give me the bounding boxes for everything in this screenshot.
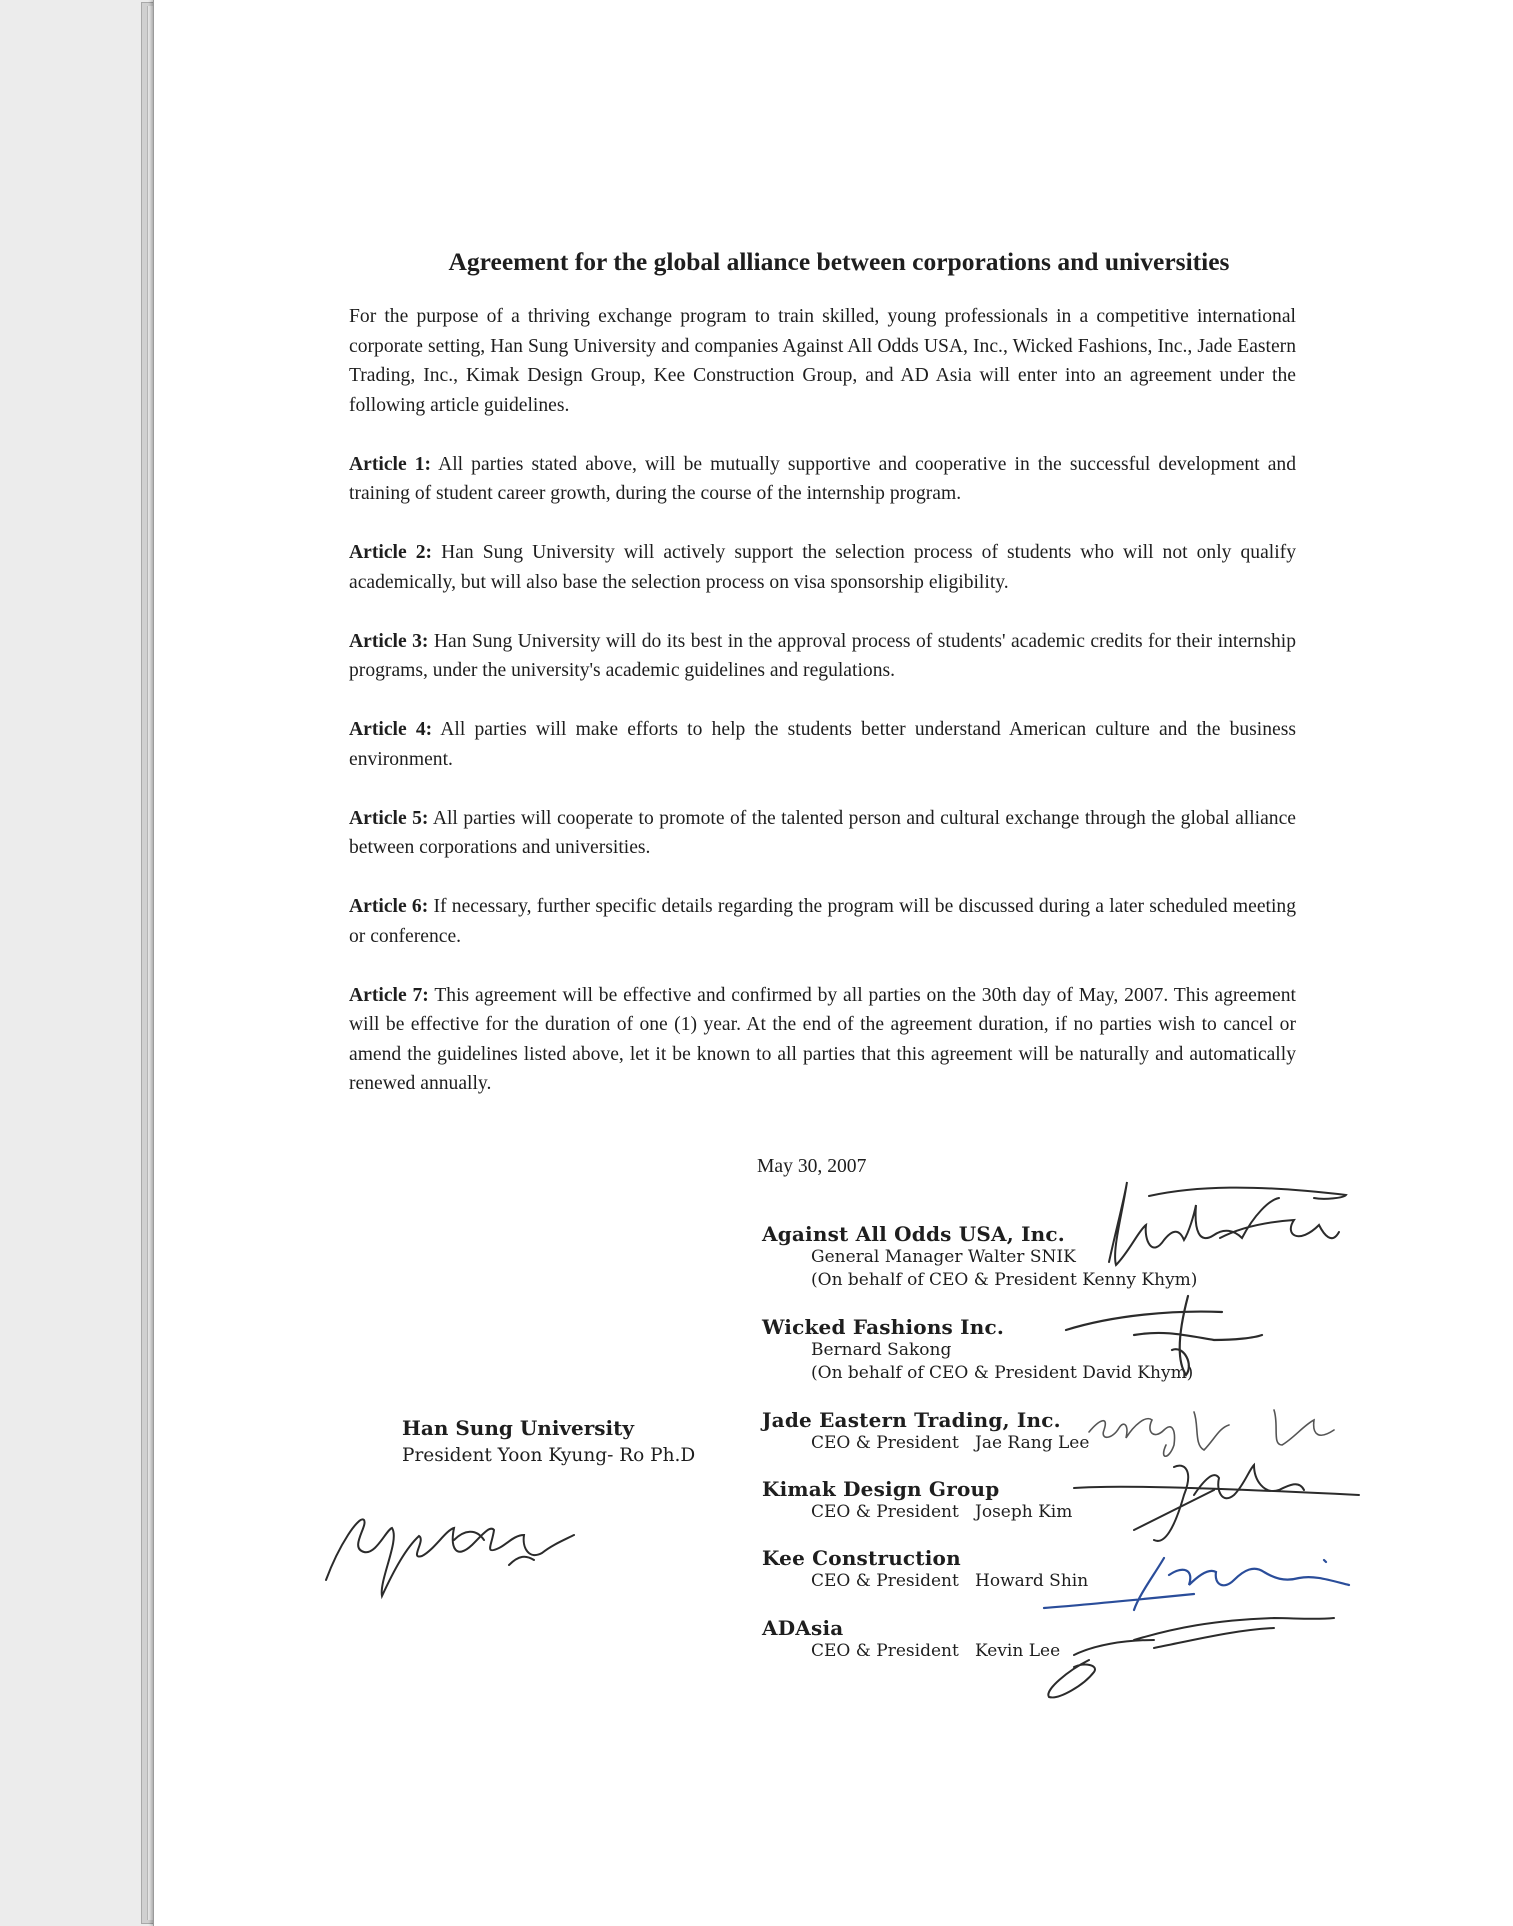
article-1 bbox=[349, 450, 1296, 509]
university-name: Han Sung University bbox=[402, 1416, 635, 1440]
party-signatory: CEO & President Kevin Lee bbox=[811, 1641, 1061, 1661]
signature-kevin-lee bbox=[1048, 1618, 1334, 1697]
signature-howard-shin bbox=[1044, 1558, 1349, 1610]
party-signatory: CEO & President Jae Rang Lee bbox=[811, 1433, 1090, 1453]
article-label: Article 4: bbox=[349, 719, 433, 740]
article-text: All parties will cooperate to promote of the talented person and cultural exchange through the global alliance between corporations and universities. bbox=[349, 807, 1296, 858]
party-signatory: General Manager Walter SNIK bbox=[811, 1247, 1076, 1267]
party-name: Jade Eastern Trading, Inc. bbox=[762, 1408, 1061, 1432]
party-name: Against All Odds USA, Inc. bbox=[762, 1222, 1065, 1246]
article-label: Article 2: bbox=[349, 542, 433, 563]
party-signatory-note: (On behalf of CEO & President Kenny Khym) bbox=[811, 1270, 1198, 1290]
article-5 bbox=[349, 804, 1296, 863]
intro-paragraph: For the purpose of a thriving exchange program to train skilled, young professionals in a competitive international corporate setting, Han Sung University and companies Against All Odds USA, Inc., Wicked Fashions, Inc., Jade Eastern Trading, Inc., Kimak Design Group, Kee Construction Group, and AD Asia will enter into an agreement under the following article guidelines. bbox=[349, 306, 1296, 416]
party-signatory: CEO & President Joseph Kim bbox=[811, 1502, 1073, 1522]
university-block bbox=[402, 1414, 695, 1469]
article-3 bbox=[349, 627, 1296, 686]
document-body bbox=[349, 302, 1296, 1128]
party-signatory-note: (On behalf of CEO & President David Khym) bbox=[811, 1363, 1194, 1383]
article-6 bbox=[349, 892, 1296, 951]
signature-university-president bbox=[326, 1519, 574, 1596]
party-against-all-odds bbox=[762, 1223, 1197, 1292]
article-text: If necessary, further specific details regarding the program will be discussed during a later scheduled meeting or conference. bbox=[349, 896, 1296, 947]
article-text: All parties will make efforts to help the students better understand American culture and the business environment. bbox=[349, 719, 1296, 770]
article-2 bbox=[349, 538, 1296, 597]
article-label: Article 5: bbox=[349, 807, 429, 829]
signature-jae-rang-lee bbox=[1089, 1410, 1334, 1456]
agreement-date: May 30, 2007 bbox=[757, 1156, 867, 1177]
document-title: Agreement for the global alliance between corporations and universities bbox=[448, 247, 1230, 276]
article-text: Han Sung University will actively support the selection process of students who will not only qualify academically, but will also base the selection process on visa sponsorship eligibility. bbox=[349, 542, 1297, 593]
party-adasia bbox=[762, 1617, 1060, 1663]
signature-joseph-kim bbox=[1074, 1465, 1359, 1541]
party-jade-eastern bbox=[762, 1409, 1089, 1455]
party-wicked-fashions bbox=[762, 1316, 1193, 1385]
party-name: ADAsia bbox=[762, 1616, 844, 1640]
article-4 bbox=[349, 715, 1296, 774]
university-president: President Yoon Kyung- Ro Ph.D bbox=[402, 1445, 696, 1466]
party-name: Kimak Design Group bbox=[762, 1477, 1000, 1501]
document-page bbox=[153, 0, 1513, 1926]
article-label: Article 1: bbox=[349, 453, 432, 475]
article-label: Article 6: bbox=[349, 896, 429, 917]
article-text: Han Sung University will do its best in the approval process of students' academic credits for their internship programs, under the university's academic guidelines and regulations. bbox=[349, 630, 1297, 681]
article-label: Article 3: bbox=[349, 630, 429, 652]
article-text: This agreement will be effective and confirmed by all parties on the 30th day of May, 2007. This agreement will be effective for the duration of one (1) year. At the end of the agreement duration, if no parties wish to cancel or amend the guidelines listed above, let it be known to all parties that this agreement will be naturally and automatically renewed annually. bbox=[349, 984, 1296, 1094]
party-name: Wicked Fashions Inc. bbox=[762, 1315, 1005, 1339]
party-kee-construction bbox=[762, 1547, 1088, 1593]
article-7 bbox=[349, 981, 1296, 1099]
party-signatory: Bernard Sakong bbox=[811, 1340, 952, 1360]
party-name: Kee Construction bbox=[762, 1546, 961, 1570]
party-signatory: CEO & President Howard Shin bbox=[811, 1571, 1089, 1591]
article-label: Article 7: bbox=[349, 984, 429, 1006]
party-kimak-design bbox=[762, 1478, 1072, 1524]
article-text: All parties stated above, will be mutually supportive and cooperative in the successful development and training of student career growth, during the course of the internship program. bbox=[349, 453, 1296, 504]
